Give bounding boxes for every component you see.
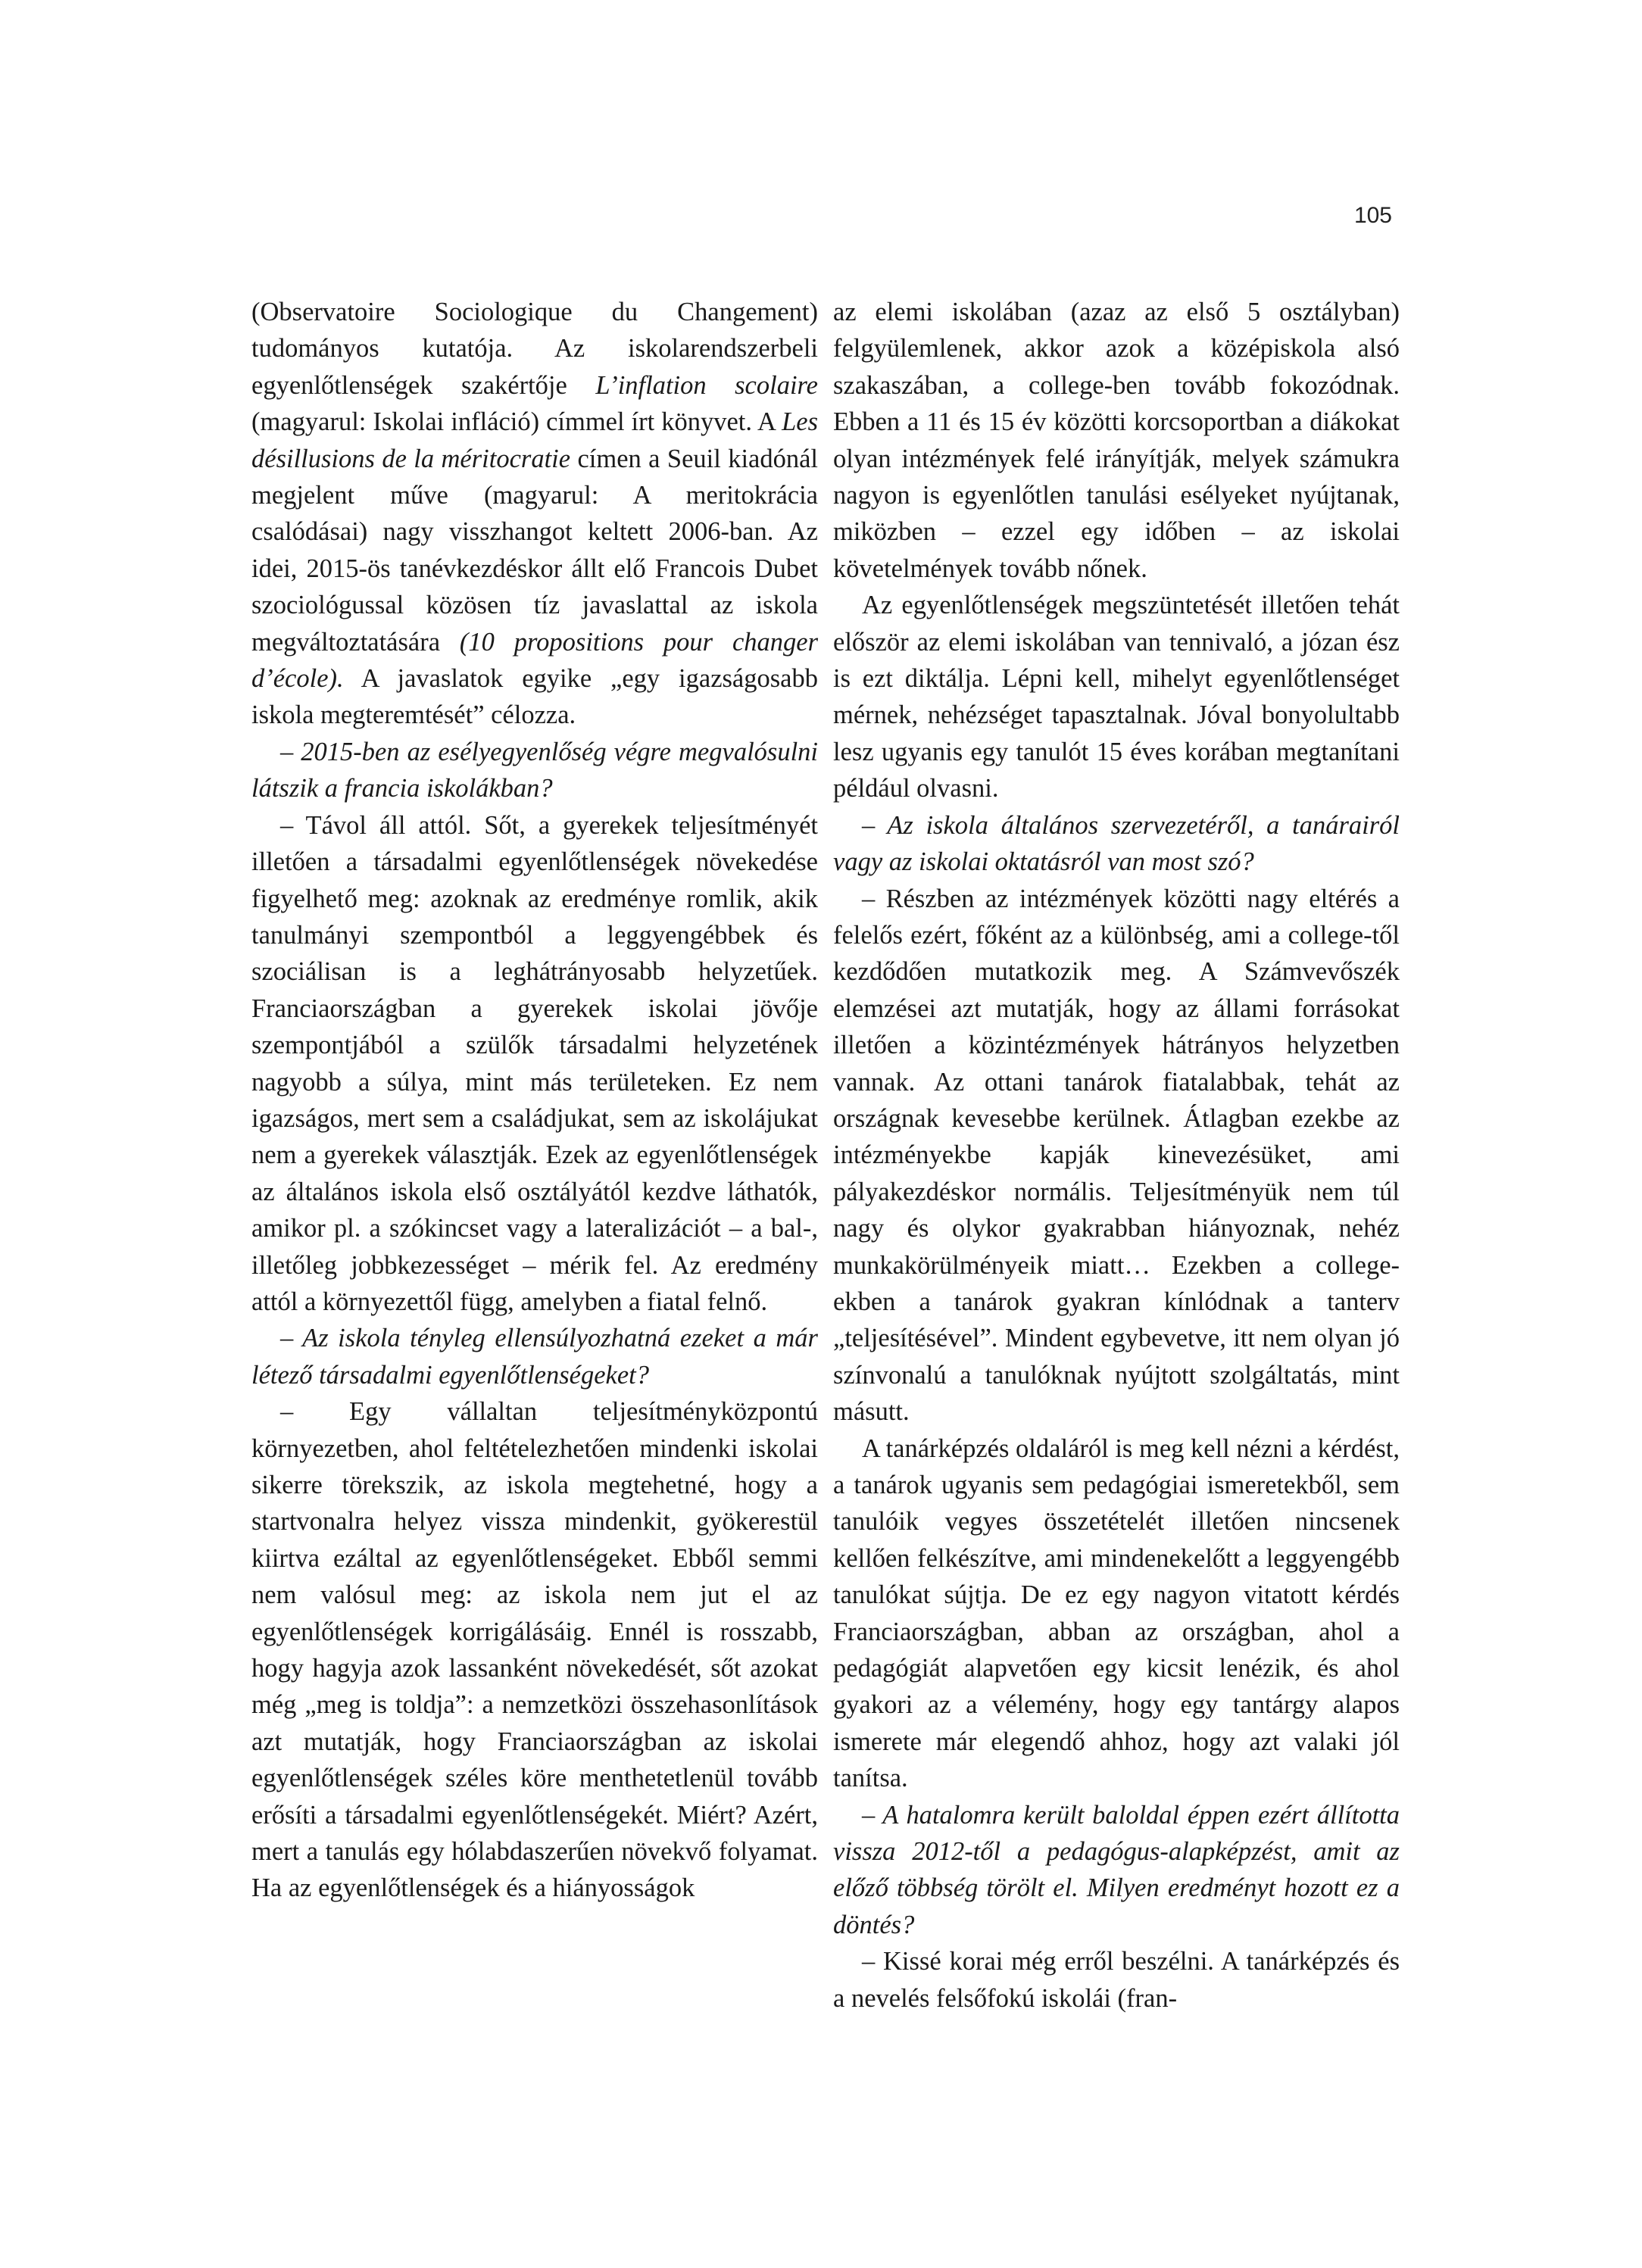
body-paragraph: A tanárképzés oldaláról is meg kell nézni a kérdést, a tanárok ugyanis sem pedagógiai ismeretekből, sem tanulóik vegyes összetételét illetően nincsenek kellően felkészítve, ami mindenekelőtt a leggyengébb tanulókat sújtja. De ez egy nagyon vitatott kérdés Franciaországban, abban az országban, ahol a pedagógiát alapvetően egy kicsit lenézik, és ahol gyakori az a vélemény, hogy egy tantárgy alapos ismerete már elegendő ahhoz, hogy azt valaki jól tanítsa. (833, 1433, 1400, 1793)
intro-text-4: A javaslatok egyike „egy igazságosabb iskola megteremtését” célozza. (251, 664, 818, 730)
intro-text-1: (Observatoire Sociologique du Changement) tudományos kutatója. Az iskolarendszerbeli egyenlőtlenségek szakértője (251, 298, 818, 400)
book-title-desillusions: Les désillusions de la méritocratie (251, 407, 818, 473)
book-title-inflation: L’inflation scolaire (595, 370, 818, 400)
answer-paragraph: – Kissé korai még erről beszélni. A tanárképzés és a nevelés felsőfokú iskolái (fran- (833, 1947, 1400, 2013)
intro-text-2: (magyarul: Iskolai infláció) címmel írt könyvet. A (251, 407, 782, 437)
question-paragraph: – A hatalomra került baloldal éppen ezért állította vissza 2012-től a pedagógus-alapképzést, amit az előző többség törölt el. Milyen eredményt hozott ez a döntés? (833, 1800, 1400, 1939)
answer-paragraph: – Távol áll attól. Sőt, a gyerekek teljesítményét illetően a társadalmi egyenlőtlenségek növekedése figyelhető meg: azoknak az eredménye romlik, akik tanulmányi szempontból a leggyengébbek és szociálisan is a leghátrányosabb helyzetűek. Franciaországban a gyerekek iskolai jövője szempontjából a szülők társadalmi helyzetének nagyobb a súlya, mint más területeken. Ez nem igazságos, mert sem a családjukat, sem az iskolájukat nem a gyerekek választják. Ezek az egyenlőtlenségek az általános iskola első osztályától kezdve láthatók, amikor pl. a szókincset vagy a lateralizációt – a bal-, illetőleg jobbkezességet – mérik fel. Az eredmény attól a környezettől függ, amelyben a fiatal felnő. (251, 810, 818, 1316)
intro-text-3: címen a Seuil kiadónál megjelent műve (magyarul: A meritokrácia csalódásai) nagy visszhangot keltett 2006-ban. Az idei, 2015-ös tanévkezdéskor állt elő Francois Dubet szociológussal közösen tíz javaslattal az iskola megváltoztatására (251, 444, 818, 657)
answer-paragraph: – Egy vállaltan teljesítményközpontú környezetben, ahol feltételezhetően mindenki iskolai sikerre törekszik, az iskola megtehetné, hogy a startvonalra helyez vissza mindenkit, gyökerestül kiirtva ezáltal az egyenlőtlenségeket. Ebből semmi nem valósul meg: az iskola nem jut el az egyenlőtlenségek korrigálásáig. Ennél is rosszabb, hogy hagyja azok lassanként növekedését, sőt azokat még „meg is toldja”: a nemzetközi összehasonlítások azt mutatják, hogy Franciaországban az iskolai egyenlőtlenségek széles köre menthetetlenül tovább erősíti a társadalmi egyenlőtlenségekét. Miért? Azért, mert a tanulás egy hólabdaszerűen növekvő folyamat. Ha az egyenlőtlenségek és a hiányosságok (251, 1397, 818, 1903)
question-paragraph: – Az iskola tényleg ellensúlyozhatná ezeket a már létező társadalmi egyenlőtlenségeket? (251, 1324, 818, 1390)
question-paragraph: – 2015-ben az esélyegyenlőség végre megvalósulni látszik a francia iskolákban? (251, 737, 818, 803)
question-paragraph: – Az iskola általános szervezetéről, a tanárairól vagy az iskolai oktatásról van most szó? (833, 810, 1400, 877)
body-paragraph: Az egyenlőtlenségek megszüntetését illetően tehát először az elemi iskolában van tennivaló, a józan ész is ezt diktálja. Lépni kell, mihelyt egyenlőtlenséget mérnek, nehézséget tapasztalnak. Jóval bonyolultabb lesz ugyanis egy tanulót 15 éves korában megtanítani például olvasni. (833, 591, 1400, 803)
book-title-propositions: (10 propositions pour changer d’école). (251, 627, 818, 694)
right-column (833, 294, 1400, 2017)
page-number: 105 (1353, 203, 1392, 228)
left-column (251, 294, 818, 1907)
paragraph-intro (251, 294, 818, 734)
continued-paragraph: az elemi iskolában (azaz az első 5 osztályban) felgyülemlenek, akkor azok a középiskola alsó szakaszában, a college-ben tovább fokozódnak. Ebben a 11 és 15 év közötti korcsoportban a diákokat olyan intézmények felé irányítják, melyek számukra nagyon is egyenlőtlen tanulási esélyeket nyújtanak, miközben – ezzel egy időben – az iskolai követelmények tovább nőnek. (833, 298, 1400, 583)
answer-paragraph: – Részben az intézmények közötti nagy eltérés a felelős ezért, főként az a különbség, ami a college-től kezdődően mutatkozik meg. A Számvevőszék elemzései azt mutatják, hogy az állami forrásokat illetően a közintézmények hátrányos helyzetben vannak. Az ottani tanárok fiatalabbak, tehát az országnak kevesebbe kerülnek. Átlagban ezekbe az intézményekbe kapják kinevezésüket, ami pályakezdéskor normális. Teljesítményük nem túl nagy és olykor gyakrabban hiányoznak, nehéz munkakörülményeik miatt… Ezekben a college-ekben a tanárok gyakran kínlódnak a tanterv „teljesítésével”. Mindent egybevetve, itt nem olyan jó színvonalú a tanulóknak nyújtott szolgáltatás, mint másutt. (833, 884, 1400, 1427)
